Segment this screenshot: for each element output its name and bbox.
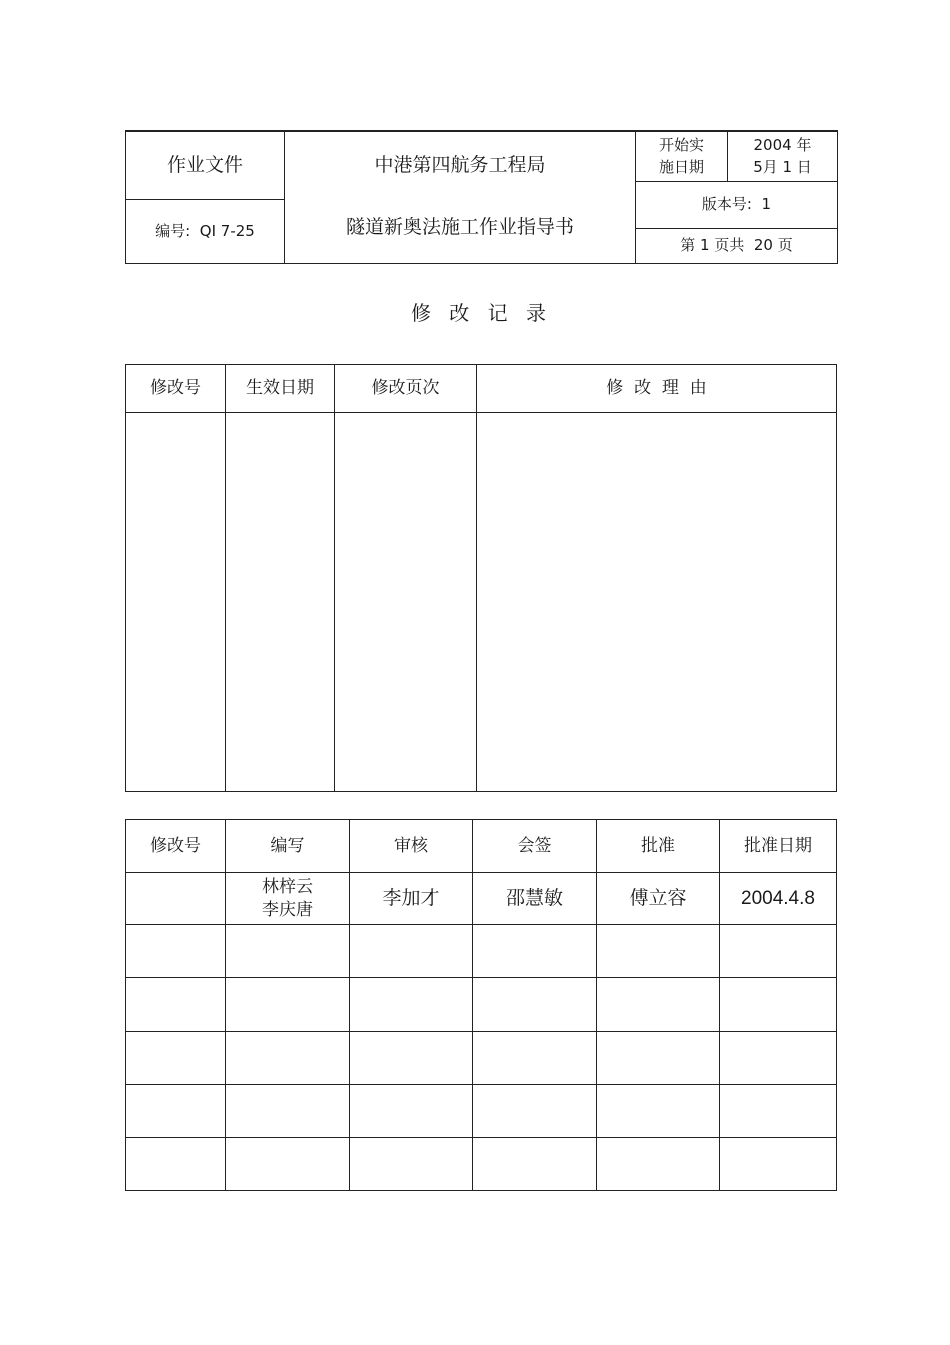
revision-table-col-2 <box>334 364 335 792</box>
approval-row-line-4 <box>125 1031 837 1032</box>
start-date-label-line1: 开始实 <box>658 135 704 154</box>
revision-header-reason: 修 改 理 由 <box>606 378 707 399</box>
approval-row-line-2 <box>125 924 837 925</box>
approval-row1-approver: 傅立容 <box>629 886 687 909</box>
revision-table-col-1 <box>225 364 226 792</box>
revision-header-effective-date: 生效日期 <box>246 378 314 399</box>
start-date-value <box>728 132 837 181</box>
revision-table-bottom <box>125 791 837 792</box>
approval-row-line-5 <box>125 1084 837 1085</box>
approval-table-bottom <box>125 1190 837 1191</box>
approval-header-reviewer: 审核 <box>394 835 428 856</box>
header-right-border <box>837 130 838 264</box>
revision-table-col-3 <box>476 364 477 792</box>
approval-header-approval-date: 批准日期 <box>744 835 812 856</box>
approval-table-right <box>836 819 837 1191</box>
approval-row-line-3 <box>125 977 837 978</box>
version-label: 版本号: <box>701 195 752 214</box>
doc-code <box>126 200 284 263</box>
approval-header-approver: 批准 <box>641 835 675 856</box>
approval-row1-reviewer: 李加才 <box>382 886 440 909</box>
doc-code-value: QI 7-25 <box>199 221 255 240</box>
approval-row1-author-2: 李庆唐 <box>262 899 313 920</box>
approval-row1-approval-date: 2004.4.8 <box>741 887 815 909</box>
doc-type-label: 作业文件 <box>166 153 243 176</box>
approval-row1-author <box>226 873 349 924</box>
revision-table-header-bottom <box>125 412 837 413</box>
doc-code-label: 编号: <box>155 221 191 240</box>
version-number <box>636 182 837 228</box>
revision-table-left <box>125 364 126 792</box>
start-date-day: 5月 1 日 <box>753 157 812 176</box>
approval-header-author: 编写 <box>270 835 305 856</box>
document-title: 隧道新奥法施工作业指导书 <box>345 216 574 239</box>
start-date-year: 2004 年 <box>753 135 812 154</box>
page-info: 第 1 页共 20 页 <box>680 236 793 255</box>
header-bottom-border <box>125 263 838 264</box>
revision-table-right <box>836 364 837 792</box>
approval-row-line-6 <box>125 1137 837 1138</box>
approval-header-rev-no: 修改号 <box>150 835 201 856</box>
section-title: 修 改 记 录 <box>410 300 553 325</box>
start-date-label <box>636 132 727 181</box>
approval-row1-countersign: 邵慧敏 <box>505 886 563 909</box>
version-value: 1 <box>761 195 772 214</box>
approval-row1-author-1: 林梓云 <box>262 876 313 897</box>
approval-header-countersign: 会签 <box>517 835 552 856</box>
revision-header-pages: 修改页次 <box>371 378 440 399</box>
approval-row1-rev-no <box>126 873 225 924</box>
organization-name: 中港第四航务工程局 <box>374 154 546 177</box>
start-date-label-line2: 施日期 <box>658 157 704 176</box>
revision-header-rev-no: 修改号 <box>150 378 201 399</box>
